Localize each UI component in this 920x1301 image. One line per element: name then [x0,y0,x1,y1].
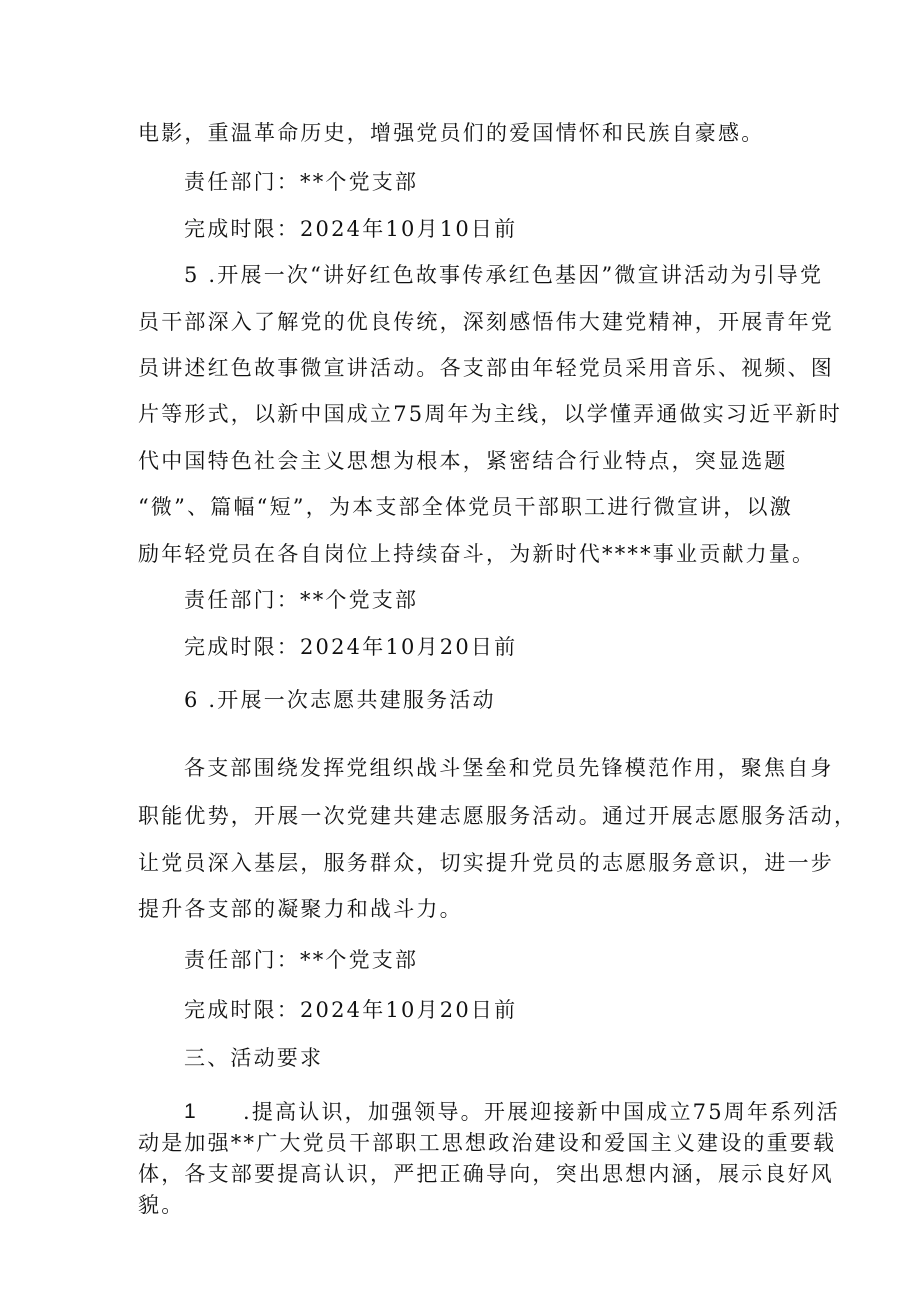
paragraph-line: 励年轻党员在各自岗位上持续奋斗，为新时代****事业贡献力量。 [138,542,816,566]
section-heading: 三、活动要求 [184,1046,324,1070]
paragraph-line: 动是加强**广大党员干部职工思想政治建设和爱国主义建设的重要载 [138,1131,837,1155]
paragraph-line: 职能优势，开展一次党建共建志愿服务活动。通过开展志愿服务活动， [138,804,858,828]
deadline: 完成时限：2024年10月10日前 [184,217,518,241]
responsible-dept: 责任部门：**个党支部 [184,588,419,612]
paragraph-line: 片等形式，以新中国成立75周年为主线，以学懂弄通做实习近平新时 [138,402,842,426]
paragraph-line: 电影，重温革命历史，增强党员们的爱国情怀和民族自豪感。 [138,121,765,145]
responsible-dept: 责任部门：**个党支部 [184,170,419,194]
paragraph-line: 提升各支部的凝聚力和战斗力。 [138,897,463,921]
paragraph-line: 貌。 [138,1193,185,1217]
paragraph-line: 代中国特色社会主义思想为根本，紧密结合行业特点，突显选题 [138,449,788,473]
item-5-heading: 5 .开展一次“讲好红色故事传承红色基因”微宣讲活动为引导党 [184,263,824,287]
deadline: 完成时限：2024年10月20日前 [184,635,518,659]
paragraph-line: 让党员深入基层，服务群众，切实提升党员的志愿服务意识，进一步 [138,851,834,875]
paragraph-line: 各支部围绕发挥党组织战斗堡垒和党员先锋模范作用，聚焦自身 [184,756,834,780]
responsible-dept: 责任部门：**个党支部 [184,948,419,972]
paragraph-line: 员干部深入了解党的优良传统，深刻感悟伟大建党精神，开展青年党 [138,310,834,334]
deadline: 完成时限：2024年10月20日前 [184,998,518,1022]
paragraph-line: 体，各支部要提高认识，严把正确导向，突出思想内涵，展示良好风 [138,1162,834,1186]
item-1-heading: .提高认识，加强领导。开展迎接新中国成立75周年系列活 [243,1100,840,1124]
paragraph-line: “微”、篇幅“短”，为本支部全体党员干部职工进行微宣讲，以激 [138,495,793,519]
paragraph-line: 员讲述红色故事微宣讲活动。各支部由年轻党员采用音乐、视频、图 [138,356,834,380]
item-6-heading: 6 .开展一次志愿共建服务活动 [184,688,496,712]
item-1-number: 1 [184,1100,196,1123]
